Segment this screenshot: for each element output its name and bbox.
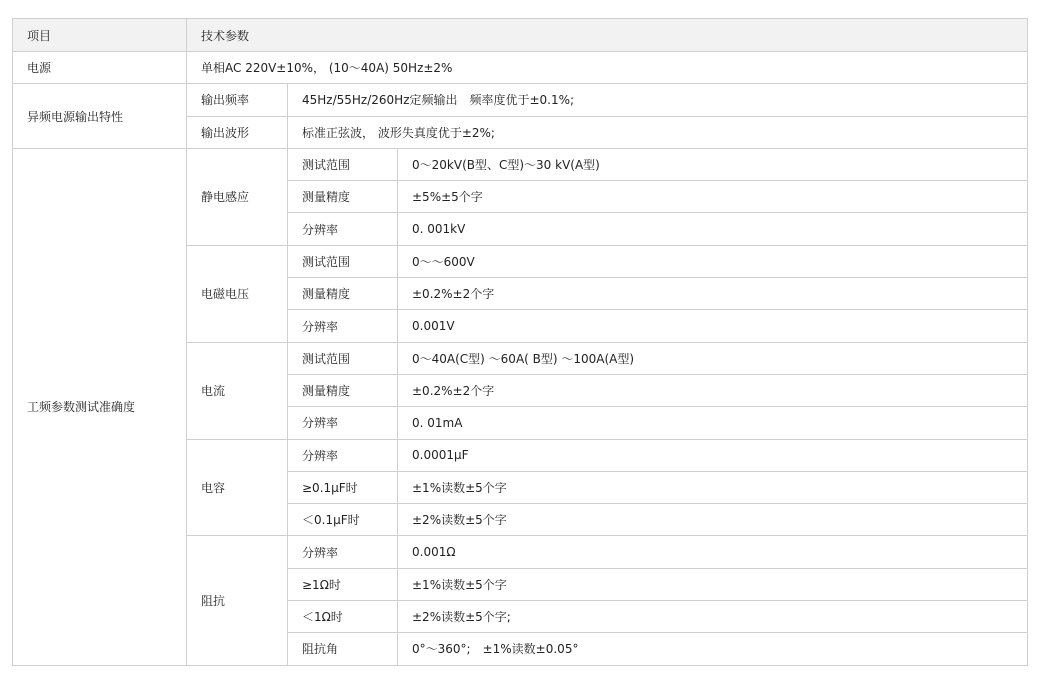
group-name: 电容 (187, 439, 288, 536)
group-name: 电磁电压 (187, 245, 288, 342)
sub-param-name: 分辨率 (288, 407, 398, 439)
output-param-value: 45Hz/55Hz/260Hz定频输出 频率度优于±0.1%; (288, 84, 1028, 116)
sub-param-name: 分辨率 (288, 213, 398, 245)
sub-param-value: ±2%读数±5个字 (398, 504, 1028, 536)
power-value: 单相AC 220V±10%， (10～40A) 50Hz±2% (187, 52, 1028, 84)
sub-param-value: ±1%读数±5个字 (398, 568, 1028, 600)
sub-param-name: 阻抗角 (288, 633, 398, 665)
sub-param-value: 0. 001kV (398, 213, 1028, 245)
sub-param-value: ±5%±5个字 (398, 181, 1028, 213)
sub-param-name: 测量精度 (288, 181, 398, 213)
sub-param-value: 0～20kV(B型、C型)～30 kV(A型) (398, 148, 1028, 180)
sub-param-name: 分辨率 (288, 536, 398, 568)
sub-param-value: 0.001Ω (398, 536, 1028, 568)
header-item: 项目 (13, 19, 187, 52)
spec-table (12, 18, 1028, 666)
sub-param-name: ＜0.1μF时 (288, 504, 398, 536)
sub-param-name: 测试范围 (288, 148, 398, 180)
sub-param-value: 0.0001μF (398, 439, 1028, 471)
accuracy-label: 工频参数测试准确度 (13, 148, 187, 665)
group-name: 阻抗 (187, 536, 288, 665)
header-param: 技术参数 (187, 19, 1028, 52)
sub-param-name: 测试范围 (288, 245, 398, 277)
group-name: 电流 (187, 342, 288, 439)
sub-param-name: 分辨率 (288, 439, 398, 471)
output-param-value: 标准正弦波， 波形失真度优于±2%; (288, 116, 1028, 148)
sub-param-name: ≥0.1μF时 (288, 471, 398, 503)
output-row (13, 84, 1028, 116)
sub-param-name: ≥1Ω时 (288, 568, 398, 600)
header-row (13, 19, 1028, 52)
output-param-name: 输出频率 (187, 84, 288, 116)
output-label: 异频电源输出特性 (13, 84, 187, 149)
sub-param-name: 测量精度 (288, 278, 398, 310)
sub-param-value: 0～～600V (398, 245, 1028, 277)
table-row (13, 148, 1028, 180)
sub-param-value: ±2%读数±5个字; (398, 601, 1028, 633)
sub-param-name: ＜1Ω时 (288, 601, 398, 633)
sub-param-value: 0～40A(C型) ～60A( B型) ～100A(A型) (398, 342, 1028, 374)
sub-param-name: 分辨率 (288, 310, 398, 342)
sub-param-value: 0.001V (398, 310, 1028, 342)
sub-param-value: ±0.2%±2个字 (398, 278, 1028, 310)
sub-param-value: ±0.2%±2个字 (398, 374, 1028, 406)
power-row (13, 52, 1028, 84)
sub-param-value: 0. 01mA (398, 407, 1028, 439)
sub-param-value: 0°～360°; ±1%读数±0.05° (398, 633, 1028, 665)
sub-param-name: 测试范围 (288, 342, 398, 374)
output-param-name: 输出波形 (187, 116, 288, 148)
power-label: 电源 (13, 52, 187, 84)
sub-param-name: 测量精度 (288, 374, 398, 406)
group-name: 静电感应 (187, 148, 288, 245)
sub-param-value: ±1%读数±5个字 (398, 471, 1028, 503)
